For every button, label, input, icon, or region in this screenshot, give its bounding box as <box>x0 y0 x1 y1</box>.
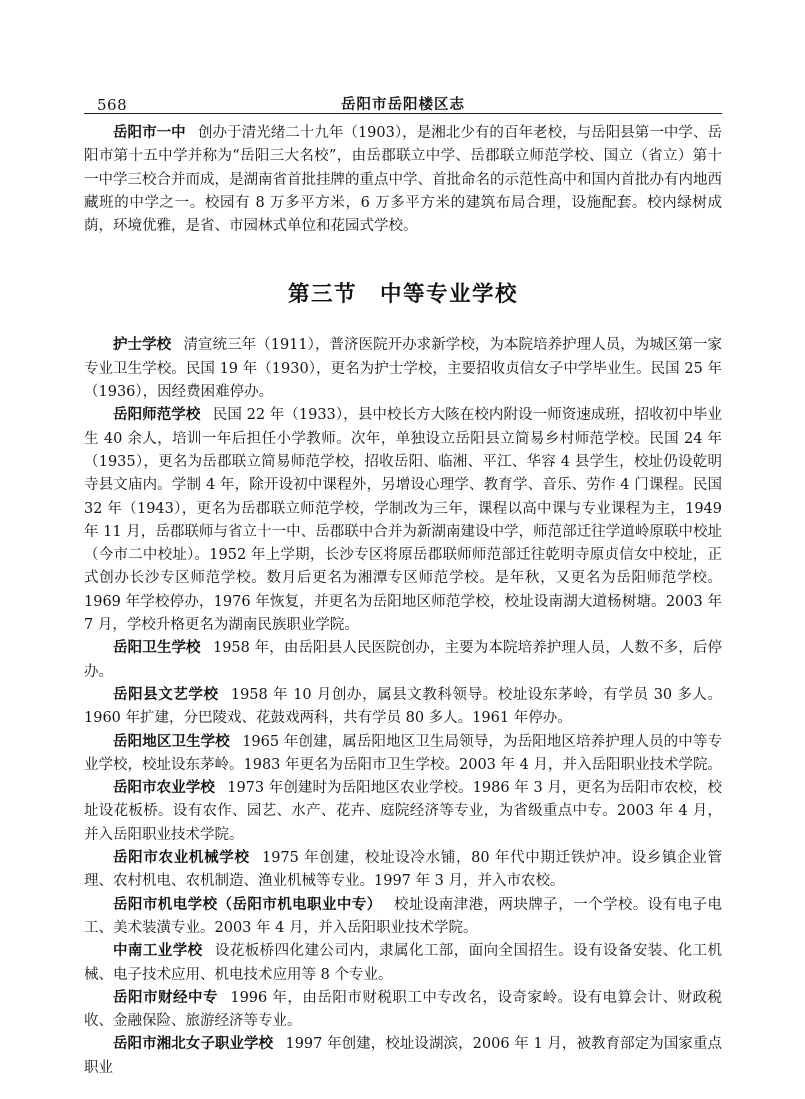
school-paragraph <box>84 334 722 404</box>
page-number: 568 <box>97 96 128 114</box>
school-paragraph <box>84 404 722 637</box>
school-name: 岳阳市机电学校（岳阳市机电职业中专） <box>113 896 382 913</box>
school-name: 护士学校 <box>113 337 172 354</box>
page-body <box>84 122 722 1080</box>
page-header <box>84 94 722 114</box>
school-name: 岳阳地区卫生学校 <box>113 733 230 750</box>
paragraph-text: 民国 22 年（1933），县中校长方大陔在校内附设一师资速成班，招收初中毕业生 40 余人，培训一年后担任小学教师。次年，单独设立岳阳县立简易乡村师范学校。民国 24 年（1935），更名为岳郡联立简易师范学校，招收岳阳、临湘、平江、华容 4 县学生，校址仍设乾明寺县文庙内。学制 4 年，除开设初中课程外，另增设心理学、教育学、音乐、劳作 4 门课程。民国 32 年（1943），更名为岳郡联立师范学校，学制改为三年，课程以高中课与专业课程为主，1949 年 11 月，岳郡联师与省立十一中、岳郡联中合并为新湖南建设中学，师范部迁往学道岭原联中校址（今市二中校址）。1952 年上学期，长沙专区将原岳郡联师师范部迁往乾明寺原贞信女中校址，正式创办长沙专区师范学校。数月后更名为湘潭专区师范学校。是年秋，又更名为岳阳师范学校。1969 年学校停办，1976 年恢复，并更名为岳阳地区师范学校，校址设南湖大道杨树塘。2003 年 7 月，学校升格更名为湖南民族职业学院。 <box>84 407 723 634</box>
paragraph-text: 1975 年创建，校址设冷水铺，80 年代中期迁铁炉冲。设乡镇企业管理、农村机电、农机制造、渔业机械等专业。1997 年 3 月，并入市农校。 <box>84 850 722 890</box>
intro-paragraph <box>84 122 722 238</box>
school-name: 岳阳市一中 <box>113 125 186 141</box>
school-paragraph <box>84 637 722 684</box>
school-name: 岳阳市农业机械学校 <box>113 850 250 867</box>
school-paragraph <box>84 1033 722 1080</box>
school-name: 岳阳市财经中专 <box>113 989 219 1006</box>
paragraph-text: 1958 年，由岳阳县人民医院创办，主要为本院培养护理人员，人数不多，后停办。 <box>84 640 723 680</box>
school-name: 中南工业学校 <box>113 943 203 960</box>
school-name: 岳阳卫生学校 <box>113 640 201 657</box>
paragraph-text: 创办于清光绪二十九年（1903），是湘北少有的百年老校，与岳阳县第一中学、岳阳市第十五中学并称为“岳阳三大名校”，由岳郡联立中学、岳郡联立师范学校、国立（省立）第十一中学三校合并而成，是湖南省首批挂牌的重点中学、首批命名的示范性高中和国内首批办有内地西藏班的中学之一。校园有 8 万多平方米，6 万多平方米的建筑布局合理，设施配套。校内绿树成荫，环境优雅，是省、市园林式单位和花园式学校。 <box>84 125 722 235</box>
paragraph-text: 1996 年，由岳阳市财税职工中专改名，设奇家岭。设有电算会计、财政税收、金融保险、旅游经济等专业。 <box>84 989 723 1030</box>
book-title: 岳阳市岳阳楼区志 <box>341 97 465 113</box>
school-name: 岳阳师范学校 <box>113 407 201 424</box>
paragraph-text: 清宣统三年（1911），普济医院开办求新学校，为本院培养护理人员，为城区第一家专业卫生学校。民国 19 年（1930），更名为护士学校，主要招收贞信女子中学毕业生。民国 25 年（1936），因经费困难停办。 <box>84 337 723 401</box>
school-paragraph <box>84 847 722 894</box>
school-name: 岳阳市湘北女子职业学校 <box>113 1036 274 1053</box>
school-paragraph <box>84 777 722 847</box>
paragraph-text: 1958 年 10 月创办，属县文教科领导。校址设东茅岭，有学员 30 多人。1960 年扩建，分巴陵戏、花鼓戏两科，共有学员 80 多人。1961 年停办。 <box>84 686 722 727</box>
paragraph-text: 设花板桥四化建公司内，隶属化工部，面向全国招生。设有设备安装、化工机械、电子技术应用、机电技术应用等 8 个专业。 <box>84 943 723 983</box>
school-paragraph <box>84 731 722 778</box>
paragraph-text: 校址设南津港，两块牌子，一个学校。设有电子电工、美术装潢专业。2003 年 4 月，并入岳阳职业技术学院。 <box>84 896 722 936</box>
school-paragraph <box>84 940 722 987</box>
paragraph-text: 1965 年创建，属岳阳地区卫生局领导，为岳阳地区培养护理人员的中等专业学校，校址设东茅岭。1983 年更名为岳阳市卫生学校。2003 年 4 月，并入岳阳职业技术学院。 <box>84 733 723 773</box>
paragraph-text: 1997 年创建，校址设湖滨，2006 年 1 月，被教育部定为国家重点职业 <box>84 1036 723 1076</box>
school-paragraph <box>84 987 722 1034</box>
paragraph-text: 1973 年创建时为岳阳地区农业学校。1986 年 3 月，更名为岳阳市农校，校址设花板桥。设有农作、园艺、水产、花卉、庭院经济等专业，为省级重点中专。2003 年 4 月，并入岳阳职业技术学院。 <box>84 780 722 843</box>
school-name: 岳阳市农业学校 <box>113 780 215 797</box>
section-title: 第三节 中等专业学校 <box>287 282 518 308</box>
school-name: 岳阳县文艺学校 <box>113 686 219 703</box>
school-paragraph <box>84 894 722 941</box>
school-paragraph <box>84 684 722 731</box>
